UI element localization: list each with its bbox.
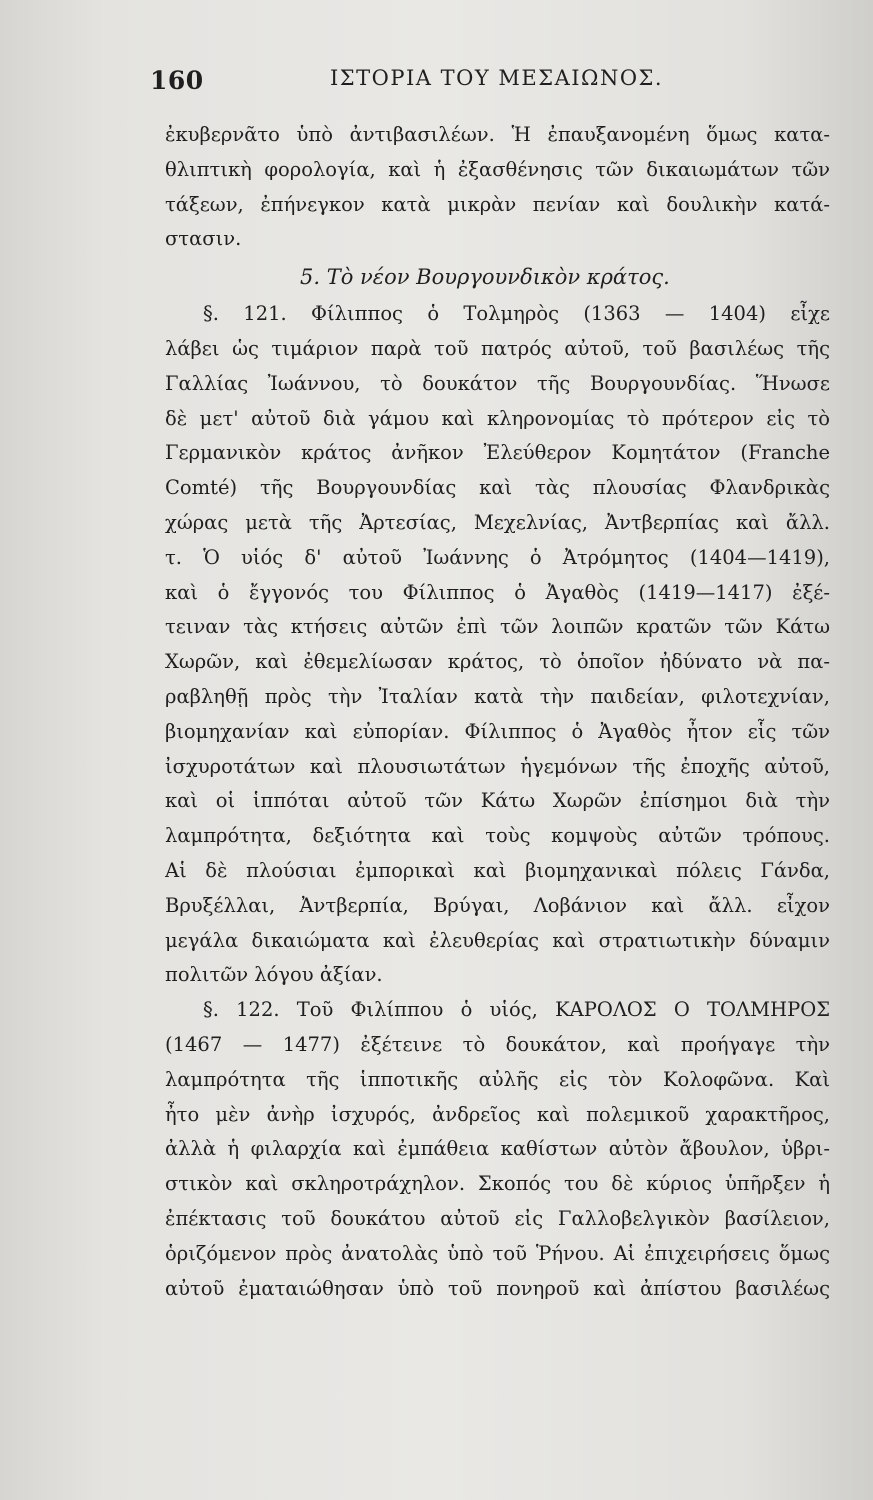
text-line: Αἱ δὲ πλούσιαι ἐμπορικαὶ καὶ βιομηχανικαὶ πόλεις Γάνδα, bbox=[165, 858, 830, 882]
paragraph-121-start: §. 121. Φίλιππος ὁ Τολμηρὸς (1363 — 1404) εἶχε bbox=[203, 302, 830, 326]
section-heading-text: 5. Τὸ νέον Βουργουνδικὸν κράτος. bbox=[300, 265, 670, 290]
section-heading bbox=[165, 257, 830, 297]
text-line: ραβληθῇ πρὸς τὴν Ἰταλίαν κατὰ τὴν παιδείαν, φιλοτεχνίαν, bbox=[165, 684, 830, 708]
text-line: τ. Ὁ υἱός δ' αὐτοῦ Ἰωάννης ὁ Ἀτρόμητος (1404—1419), bbox=[165, 545, 830, 569]
text-line: στασιν. bbox=[165, 227, 242, 251]
text-line: Χωρῶν, καὶ ἐθεμελίωσαν κράτος, τὸ ὁποῖον ἠδύνατο νὰ πα- bbox=[165, 650, 830, 674]
text-line: Γερμανικὸν κράτος ἀνῆκον Ἐλεύθερον Κομητάτον (Franche bbox=[165, 441, 830, 465]
text-line: λαμπρότητα τῆς ἱπποτικῆς αὐλῆς εἰς τὸν Κολοφῶνα. Καὶ bbox=[165, 1067, 830, 1091]
page-number: 160 bbox=[150, 66, 204, 95]
text-line: μεγάλα δικαιώματα καὶ ἐλευθερίας καὶ στρατιωτικὴν δύναμιν bbox=[165, 928, 830, 952]
text-line: λαμπρότητα, δεξιότητα καὶ τοὺς κομψοὺς αὐτῶν τρόπους. bbox=[165, 824, 830, 848]
page-header bbox=[150, 56, 820, 106]
text-line: ὁριζόμενον πρὸς ἀνατολὰς ὑπὸ τοῦ Ῥήνου. Αἱ ἐπιχειρήσεις ὅμως bbox=[165, 1241, 830, 1265]
text-line: ἐκυβερνᾶτο ὑπὸ ἀντιβασιλέων. Ἡ ἐπαυξανομένη ὅμως κατα- bbox=[165, 123, 830, 146]
text-line: ἐπέκτασις τοῦ δουκάτου αὐτοῦ εἰς Γαλλοβελγικὸν βασίλειον, bbox=[165, 1206, 830, 1230]
text-line: καὶ ὁ ἔγγονός του Φίλιππος ὁ Ἀγαθὸς (1419—1417) ἐξέ- bbox=[165, 580, 830, 604]
text-line: Comté) τῆς Βουργουνδίας καὶ τὰς πλουσίας Φλανδρικὰς bbox=[165, 476, 830, 500]
paragraph-122-start: §. 122. Τοῦ Φιλίππου ὁ υἱός, ΚΑΡΟΛΟΣ Ο ΤΟΛΜΗΡΟΣ bbox=[203, 998, 830, 1022]
text-line: χώρας μετὰ τῆς Ἀρτεσίας, Μεχελνίας, Ἀντβερπίας καὶ ἄλλ. bbox=[165, 510, 830, 534]
text-line: ἦτο μὲν ἀνὴρ ἰσχυρός, ἀνδρεῖος καὶ πολεμικοῦ χαρακτῆρος, bbox=[165, 1102, 830, 1126]
text-line: τάξεων, ἐπήνεγκον κατὰ μικρὰν πενίαν καὶ δουλικὴν κατά- bbox=[165, 192, 830, 216]
text-line: πολιτῶν λόγου ἀξίαν. bbox=[165, 963, 383, 987]
text-line: τειναν τὰς κτήσεις αὐτῶν ἐπὶ τῶν λοιπῶν κρατῶν τῶν Κάτω bbox=[165, 615, 830, 639]
text-line: βιομηχανίαν καὶ εὐπορίαν. Φίλιππος ὁ Ἀγαθὸς ἦτον εἷς τῶν bbox=[165, 719, 830, 743]
text-line: ἰσχυροτάτων καὶ πλουσιωτάτων ἡγεμόνων τῆς ἐποχῆς αὐτοῦ, bbox=[165, 754, 830, 778]
text-line: στικὸν καὶ σκληροτράχηλον. Σκοπός του δὲ κύριος ὑπῆρξεν ἡ bbox=[165, 1172, 830, 1196]
text-line: δὲ μετ' αὐτοῦ διὰ γάμου καὶ κληρονομίας τὸ πρότερον εἰς τὸ bbox=[165, 406, 830, 430]
text-line: ἀλλὰ ἡ φιλαρχία καὶ ἐμπάθεια καθίστων αὐτὸν ἄβουλον, ὑβρι- bbox=[165, 1137, 830, 1161]
text-line: Βρυξέλλαι, Ἀντβερπία, Βρύγαι, Λοβάνιον καὶ ἄλλ. εἶχον bbox=[165, 893, 830, 917]
body-text bbox=[165, 118, 830, 1306]
text-line: Γαλλίας Ἰωάννου, τὸ δουκάτον τῆς Βουργουνδίας. Ἥνωσε bbox=[165, 371, 830, 395]
text-line: λάβει ὡς τιμάριον παρὰ τοῦ πατρός αὐτοῦ, τοῦ βασιλέως τῆς bbox=[165, 336, 830, 360]
text-line: θλιπτικὴ φορολογία, καὶ ἡ ἐξασθένησις τῶν δικαιωμάτων τῶν bbox=[165, 157, 830, 181]
text-line: καὶ οἱ ἱππόται αὐτοῦ τῶν Κάτω Χωρῶν ἐπίσημοι διὰ τὴν bbox=[165, 789, 830, 813]
text-line: (1467 — 1477) ἐξέτεινε τὸ δουκάτον, καὶ προήγαγε τὴν bbox=[165, 1032, 830, 1056]
text-line: αὐτοῦ ἐματαιώθησαν ὑπὸ τοῦ πονηροῦ καὶ ἀπίστου βασιλέως bbox=[165, 1276, 830, 1300]
running-title: ΙΣΤΟΡΙΑ ΤΟΥ ΜΕΣΑΙΩΝΟΣ. bbox=[330, 66, 664, 90]
